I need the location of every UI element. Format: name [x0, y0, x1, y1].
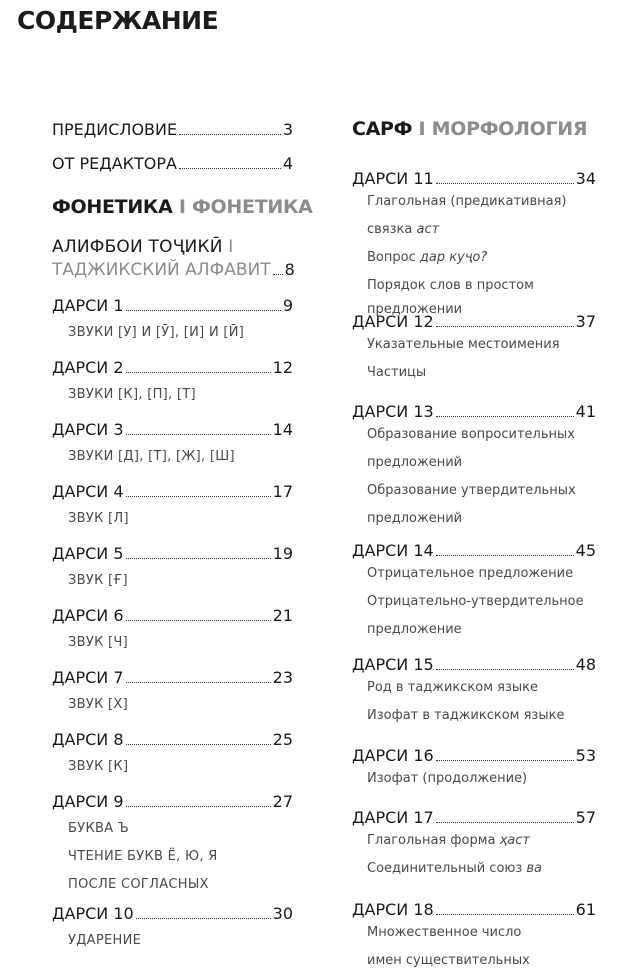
page-number: 45: [575, 541, 596, 560]
lesson-label: ДАРСИ 13: [352, 402, 434, 421]
lesson-heading[interactable]: [352, 402, 596, 421]
lesson-block: [352, 312, 596, 385]
lesson-topic[interactable]: [352, 829, 596, 853]
lesson-topic[interactable]: ЗВУК [Л]: [68, 511, 129, 526]
page-number: 8: [284, 260, 295, 279]
page-number: 27: [272, 792, 293, 811]
lesson-block: [52, 730, 293, 779]
leader-dots: [179, 168, 281, 169]
lesson-block: [52, 792, 293, 897]
page-number: 30: [272, 904, 293, 923]
lesson-topic[interactable]: ЧТЕНИЕ БУКВ Ё, Ю, Я: [68, 849, 218, 864]
topic-text: Порядок слов в простом предложении: [367, 278, 534, 317]
lesson-block: [352, 808, 596, 881]
section-heading-phonetics: [52, 196, 313, 218]
lesson-label: ДАРСИ 12: [352, 312, 434, 331]
leader-dots: [126, 744, 271, 745]
lesson-topic[interactable]: [352, 590, 596, 614]
entry-label: ПРЕДИСЛОВИЕ: [52, 120, 178, 139]
lesson-topic[interactable]: [352, 423, 596, 447]
leader-dots: [436, 669, 574, 670]
page-number: 34: [575, 169, 596, 188]
lesson-topic[interactable]: [352, 246, 596, 270]
lesson-label: ДАРСИ 8: [52, 730, 124, 749]
alphabet-title-line2: [52, 260, 293, 280]
entry-label: ОТ РЕДАКТОРА: [52, 154, 177, 173]
lesson-label: ДАРСИ 6: [52, 606, 124, 625]
lesson-heading[interactable]: [52, 358, 293, 377]
lesson-heading[interactable]: [52, 482, 293, 501]
page-number: 53: [575, 746, 596, 765]
page-title: СОДЕРЖАНИЕ: [17, 6, 219, 35]
topic-text: Указательные местоимения: [367, 337, 560, 352]
lesson-topic[interactable]: [352, 361, 596, 385]
lesson-label: ДАРСИ 15: [352, 655, 434, 674]
leader-dots: [126, 806, 271, 807]
lesson-heading[interactable]: [352, 746, 596, 765]
lesson-heading[interactable]: [52, 668, 293, 687]
lesson-topic[interactable]: [352, 676, 596, 700]
page-number: 3: [282, 120, 293, 139]
lesson-topic[interactable]: [352, 333, 596, 357]
lesson-heading[interactable]: [52, 420, 293, 439]
lesson-block: [352, 402, 596, 531]
leader-dots: [436, 914, 574, 915]
topic-text: Соединительный союз: [367, 861, 527, 876]
topic-text: Изофат в таджикском языке: [367, 708, 565, 723]
leader-dots: [126, 434, 271, 435]
lesson-topic[interactable]: [352, 857, 596, 881]
leader-dots: [126, 682, 271, 683]
page-number: 21: [272, 606, 293, 625]
leader-dots: [436, 555, 574, 556]
lesson-block: [52, 544, 293, 593]
leader-dots: [436, 760, 574, 761]
section-heading-tajik: САРФ: [352, 118, 413, 140]
page-number: 12: [272, 358, 293, 377]
lesson-heading[interactable]: [52, 904, 293, 923]
section-separator: I: [178, 196, 186, 218]
lesson-topic[interactable]: [352, 507, 596, 531]
lesson-block: [352, 655, 596, 728]
topic-text: Род в таджикском языке: [367, 680, 538, 695]
page-number: 9: [282, 296, 293, 315]
lesson-block: [52, 482, 293, 531]
lesson-label: ДАРСИ 14: [352, 541, 434, 560]
lesson-block: [52, 668, 293, 717]
page-number: 37: [575, 312, 596, 331]
topic-text: Изофат (продолжение): [367, 771, 528, 786]
lesson-heading[interactable]: [52, 544, 293, 563]
section-separator: I: [418, 118, 426, 140]
topic-emphasis: ҳаст: [499, 833, 530, 848]
topic-text: предложений: [367, 455, 463, 470]
lesson-block: [52, 420, 293, 469]
lesson-label: ДАРСИ 17: [352, 808, 434, 827]
topic-emphasis: ва: [526, 861, 543, 876]
topic-emphasis: дар куҷо?: [419, 250, 488, 265]
lesson-heading[interactable]: [52, 730, 293, 749]
topic-text: Образование вопросительных: [367, 427, 575, 442]
lesson-label: ДАРСИ 16: [352, 746, 434, 765]
section-heading-russian: МОРФОЛОГИЯ: [431, 118, 588, 140]
lesson-block: [52, 296, 293, 345]
page-number: 57: [575, 808, 596, 827]
lesson-topic[interactable]: ЗВУК [К]: [68, 759, 129, 774]
leader-dots: [126, 496, 271, 497]
topic-text: Глагольная (предикативная): [367, 194, 567, 209]
lesson-heading[interactable]: [352, 541, 596, 560]
lesson-topic[interactable]: ЗВУК [Ч]: [68, 635, 128, 650]
section-heading-tajik: ФОНЕТИКА: [52, 196, 173, 218]
lesson-heading[interactable]: [52, 792, 293, 811]
lesson-heading[interactable]: [352, 169, 596, 188]
lesson-heading[interactable]: [352, 312, 596, 331]
lesson-topic[interactable]: [352, 618, 596, 642]
page-number: 19: [272, 544, 293, 563]
lesson-block: [352, 900, 596, 973]
lesson-topic[interactable]: [352, 767, 596, 791]
leader-dots: [436, 822, 574, 823]
leader-dots: [136, 918, 271, 919]
leader-dots: [126, 558, 271, 559]
topic-text: Образование утвердительных: [367, 483, 576, 498]
lesson-block: [52, 358, 293, 407]
lesson-topic[interactable]: [352, 218, 596, 242]
topic-emphasis: аст: [416, 222, 440, 237]
page-number: 41: [575, 402, 596, 421]
topic-text: предложений: [367, 511, 463, 526]
lesson-topic[interactable]: [352, 451, 596, 475]
topic-text: Отрицательное предложение: [367, 566, 574, 581]
page-number: 61: [575, 900, 596, 919]
toc-entry-editor[interactable]: [52, 154, 293, 173]
lesson-block: [352, 746, 596, 791]
lesson-heading[interactable]: [352, 655, 596, 674]
lesson-topic[interactable]: БУКВА Ъ: [68, 821, 129, 836]
lesson-heading[interactable]: [52, 296, 293, 315]
lesson-topic[interactable]: ПОСЛЕ СОГЛАСНЫХ: [68, 877, 209, 892]
lesson-topic[interactable]: ЗВУК [Х]: [68, 697, 128, 712]
lesson-label: ДАРСИ 5: [52, 544, 124, 563]
page-number: 23: [272, 668, 293, 687]
alphabet-separator: I: [228, 237, 234, 257]
lesson-topic[interactable]: [352, 479, 596, 503]
toc-entry-preface[interactable]: [52, 120, 293, 139]
alphabet-title-russian: ТАДЖИКСКИЙ АЛФАВИТ: [52, 260, 271, 280]
lesson-topic[interactable]: ЗВУКИ [У] И [Ӯ], [И] И [Ӣ]: [68, 325, 245, 340]
lesson-topic[interactable]: УДАРЕНИЕ: [68, 933, 142, 948]
lesson-label: ДАРСИ 3: [52, 420, 124, 439]
leader-dots: [126, 620, 271, 621]
lesson-topic[interactable]: ЗВУКИ [Д], [Т], [Ж], [Ш]: [68, 449, 235, 464]
lesson-block: [352, 169, 596, 322]
lesson-label: ДАРСИ 7: [52, 668, 124, 687]
page-number: 14: [272, 420, 293, 439]
lesson-label: ДАРСИ 10: [52, 904, 134, 923]
leader-dots: [436, 416, 574, 417]
topic-text: Вопрос: [367, 250, 420, 265]
lesson-heading[interactable]: [352, 900, 596, 919]
section-heading-russian: ФОНЕТИКА: [192, 196, 313, 218]
page-number: 48: [575, 655, 596, 674]
lesson-label: ДАРСИ 9: [52, 792, 124, 811]
toc-entry-alphabet[interactable]: [52, 234, 293, 280]
lesson-topic[interactable]: [352, 949, 596, 973]
lesson-block: [52, 904, 293, 953]
lesson-label: ДАРСИ 11: [352, 169, 434, 188]
section-heading-morphology: [352, 118, 587, 140]
topic-text: Частицы: [367, 365, 427, 380]
page-number: 17: [272, 482, 293, 501]
page-number: 25: [272, 730, 293, 749]
lesson-label: ДАРСИ 2: [52, 358, 124, 377]
alphabet-title-tajik: АЛИФБОИ ТОҶИКӢ: [52, 237, 223, 257]
topic-text: Отрицательно-утвердительное: [367, 594, 584, 609]
leader-dots: [179, 134, 281, 135]
topic-text: имен существительных: [367, 953, 530, 968]
leader-dots: [436, 183, 574, 184]
topic-text: Множественное число: [367, 925, 522, 940]
lesson-label: ДАРСИ 4: [52, 482, 124, 501]
page-number: 4: [282, 154, 293, 173]
lesson-block: [52, 606, 293, 655]
lesson-topic[interactable]: [352, 704, 596, 728]
topic-text: Глагольная форма: [367, 833, 500, 848]
lesson-label: ДАРСИ 18: [352, 900, 434, 919]
lesson-topic[interactable]: [352, 190, 596, 214]
lesson-heading[interactable]: [352, 808, 596, 827]
lesson-block: [352, 541, 596, 642]
leader-dots: [273, 274, 283, 275]
lesson-topic[interactable]: ЗВУК [Ғ]: [68, 573, 128, 588]
topic-text: предложение: [367, 622, 462, 637]
alphabet-title-line1: [52, 234, 293, 260]
lesson-heading[interactable]: [52, 606, 293, 625]
lesson-label: ДАРСИ 1: [52, 296, 124, 315]
lesson-topic[interactable]: [352, 562, 596, 586]
leader-dots: [436, 326, 574, 327]
leader-dots: [126, 372, 271, 373]
lesson-topic[interactable]: [352, 921, 596, 945]
lesson-topic[interactable]: ЗВУКИ [К], [П], [Т]: [68, 387, 196, 402]
leader-dots: [126, 310, 281, 311]
topic-text: связка: [367, 222, 417, 237]
